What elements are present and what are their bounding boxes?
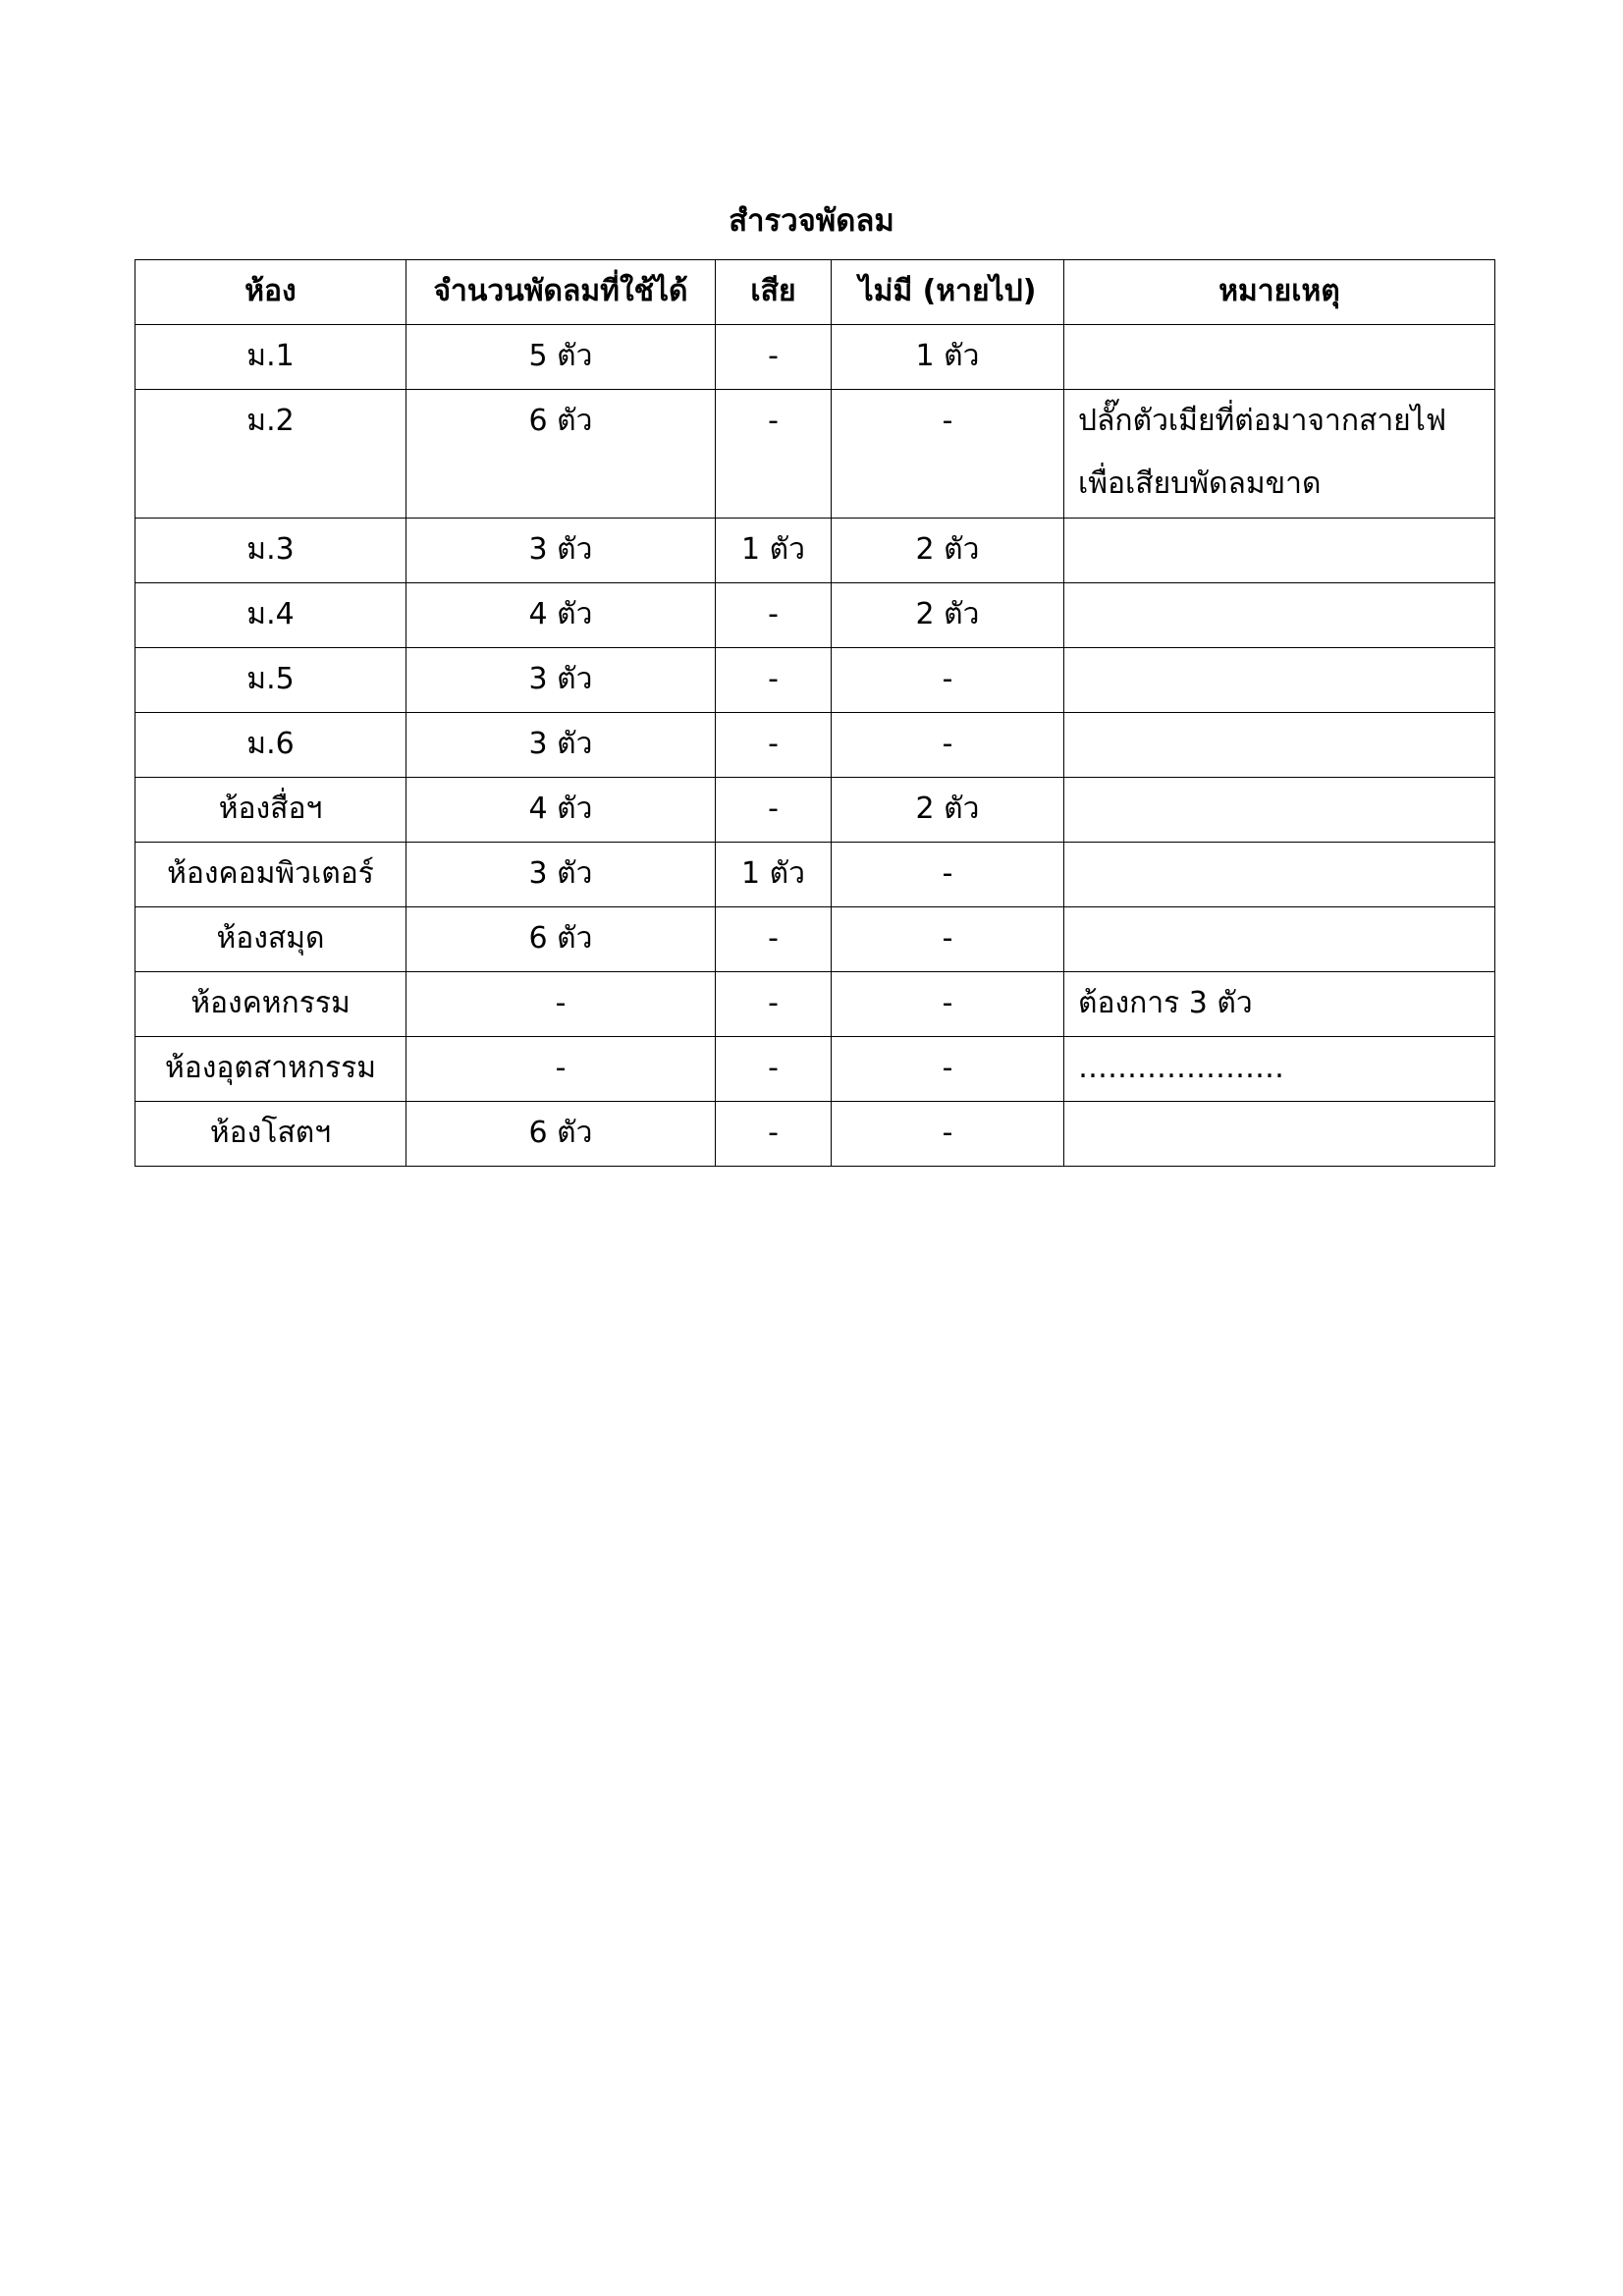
cell-broken: - [716,1037,832,1102]
cell-room: ม.5 [135,648,406,713]
note-line: เพื่อเสียบพัดลมขาด [1078,466,1322,501]
cell-usable: 3 ตัว [406,843,716,907]
cell-note [1064,519,1495,583]
cell-note [1064,1037,1495,1102]
page-title: สำรวจพัดลม [729,203,894,239]
cell-broken: 1 ตัว [716,519,832,583]
cell-broken: - [716,907,832,972]
table-row [135,907,1495,972]
cell-usable: - [406,972,716,1037]
cell-missing: 2 ตัว [832,519,1064,583]
cell-broken: - [716,325,832,390]
cell-broken: - [716,648,832,713]
table-row [135,325,1495,390]
cell-room: ม.3 [135,519,406,583]
header-missing: ไม่มี (หายไป) [832,260,1064,325]
cell-usable: 4 ตัว [406,583,716,648]
cell-usable: 6 ตัว [406,1102,716,1167]
header-broken: เสีย [716,260,832,325]
cell-room: ห้องสมุด [135,907,406,972]
cell-usable: - [406,1037,716,1102]
table-row [135,1102,1495,1167]
cell-broken: - [716,583,832,648]
note-line: ………………… [1078,1051,1284,1085]
cell-broken: 1 ตัว [716,843,832,907]
cell-note [1064,325,1495,390]
cell-room: ห้องสื่อฯ [135,778,406,843]
cell-note [1064,972,1495,1037]
cell-missing: - [832,972,1064,1037]
table-row [135,648,1495,713]
cell-missing: - [832,390,1064,519]
cell-missing: 2 ตัว [832,583,1064,648]
cell-note [1064,390,1495,519]
cell-broken: - [716,778,832,843]
table-row [135,390,1495,519]
cell-note [1064,843,1495,907]
cell-usable: 6 ตัว [406,907,716,972]
cell-note [1064,1102,1495,1167]
cell-broken: - [716,972,832,1037]
cell-broken: - [716,1102,832,1167]
cell-usable: 5 ตัว [406,325,716,390]
note-line: ต้องการ 3 ตัว [1078,986,1253,1020]
table-row [135,519,1495,583]
cell-note [1064,907,1495,972]
cell-usable: 3 ตัว [406,519,716,583]
cell-missing: - [832,1037,1064,1102]
cell-usable: 6 ตัว [406,390,716,519]
table-row [135,972,1495,1037]
cell-room: ม.1 [135,325,406,390]
table-row [135,843,1495,907]
table-row [135,778,1495,843]
table-row [135,1037,1495,1102]
table-header-row [135,260,1495,325]
cell-usable: 3 ตัว [406,713,716,778]
cell-room: ห้องอุตสาหกรรม [135,1037,406,1102]
table-row [135,713,1495,778]
cell-room: ห้องโสตฯ [135,1102,406,1167]
cell-room: ห้องคหกรรม [135,972,406,1037]
cell-note [1064,583,1495,648]
cell-missing: - [832,907,1064,972]
cell-room: ห้องคอมพิวเตอร์ [135,843,406,907]
cell-room: ม.6 [135,713,406,778]
note-line: ปลั๊กตัวเมียที่ต่อมาจากสายไฟ [1078,404,1447,438]
fan-survey-table [135,259,1495,1167]
cell-usable: 4 ตัว [406,778,716,843]
cell-missing: 2 ตัว [832,778,1064,843]
cell-note [1064,713,1495,778]
cell-broken: - [716,390,832,519]
header-usable: จำนวนพัดลมที่ใช้ได้ [406,260,716,325]
cell-note [1064,648,1495,713]
cell-missing: 1 ตัว [832,325,1064,390]
cell-usable: 3 ตัว [406,648,716,713]
header-room: ห้อง [135,260,406,325]
cell-missing: - [832,648,1064,713]
cell-missing: - [832,713,1064,778]
table-row [135,583,1495,648]
cell-missing: - [832,1102,1064,1167]
cell-missing: - [832,843,1064,907]
cell-note [1064,778,1495,843]
cell-room: ม.2 [135,390,406,519]
cell-broken: - [716,713,832,778]
header-note: หมายเหตุ [1064,260,1495,325]
cell-room: ม.4 [135,583,406,648]
